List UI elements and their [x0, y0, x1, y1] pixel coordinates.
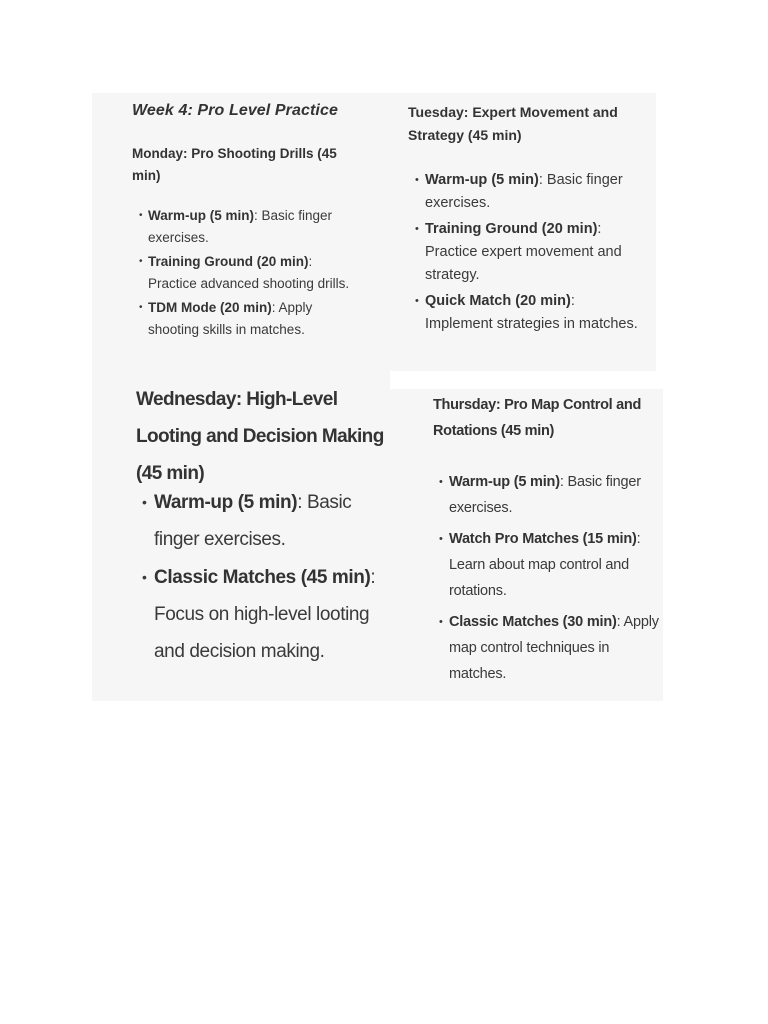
monday-list — [148, 205, 358, 343]
list-item — [148, 297, 358, 341]
item-label: Warm-up (5 min) — [148, 208, 254, 223]
list-item — [449, 526, 659, 604]
list-item — [449, 469, 659, 521]
item-label: Warm-up (5 min) — [449, 474, 560, 490]
thursday-panel — [390, 389, 663, 701]
item-label: Classic Matches (30 min) — [449, 614, 617, 630]
list-item — [425, 290, 640, 336]
item-text: : Apply shooting skills in matches. — [148, 300, 313, 337]
item-label: Quick Match (20 min) — [425, 293, 571, 309]
item-label: Classic Matches (45 min) — [154, 567, 371, 588]
item-text: : Implement strategies in matches. — [425, 293, 638, 332]
item-text: : Basic finger exercises. — [425, 172, 623, 211]
tuesday-list — [425, 169, 640, 339]
item-label: Warm-up (5 min) — [154, 492, 298, 513]
item-label: Watch Pro Matches (15 min) — [449, 531, 637, 547]
list-item — [154, 484, 384, 558]
item-text: : Learn about map control and rotations. — [449, 531, 641, 599]
item-text: : Basic finger exercises. — [154, 492, 352, 550]
list-item — [425, 169, 640, 215]
monday-panel — [92, 93, 364, 371]
list-item — [148, 205, 358, 249]
list-item — [148, 251, 358, 295]
item-label: Training Ground (20 min) — [148, 254, 309, 269]
list-item — [449, 609, 659, 687]
item-text: : Practice expert movement and strategy. — [425, 221, 622, 283]
list-item — [425, 218, 640, 287]
tuesday-title: Tuesday: Expert Movement and Strategy (45 min) — [408, 104, 618, 143]
thursday-title: Thursday: Pro Map Control and Rotations (45 min) — [433, 397, 642, 439]
wednesday-title: Wednesday: High-Level Looting and Decision Making (45 min) — [136, 389, 384, 484]
wednesday-list — [154, 484, 384, 671]
item-label: Training Ground (20 min) — [425, 221, 598, 237]
week-title: Week 4: Pro Level Practice — [132, 102, 338, 119]
item-text: : Apply map control techniques in matches. — [449, 614, 659, 682]
tuesday-panel — [364, 93, 656, 371]
monday-title: Monday: Pro Shooting Drills (45 min) — [132, 146, 337, 183]
thursday-list — [449, 469, 659, 692]
item-text: : Basic finger exercises. — [449, 474, 641, 516]
item-text: : Focus on high-level looting and decision making. — [154, 567, 376, 662]
item-label: TDM Mode (20 min) — [148, 300, 272, 315]
list-item — [154, 559, 384, 670]
wednesday-panel — [92, 371, 390, 701]
item-text: : Practice advanced shooting drills. — [148, 254, 350, 291]
item-text: : Basic finger exercises. — [148, 208, 333, 245]
item-label: Warm-up (5 min) — [425, 172, 539, 188]
